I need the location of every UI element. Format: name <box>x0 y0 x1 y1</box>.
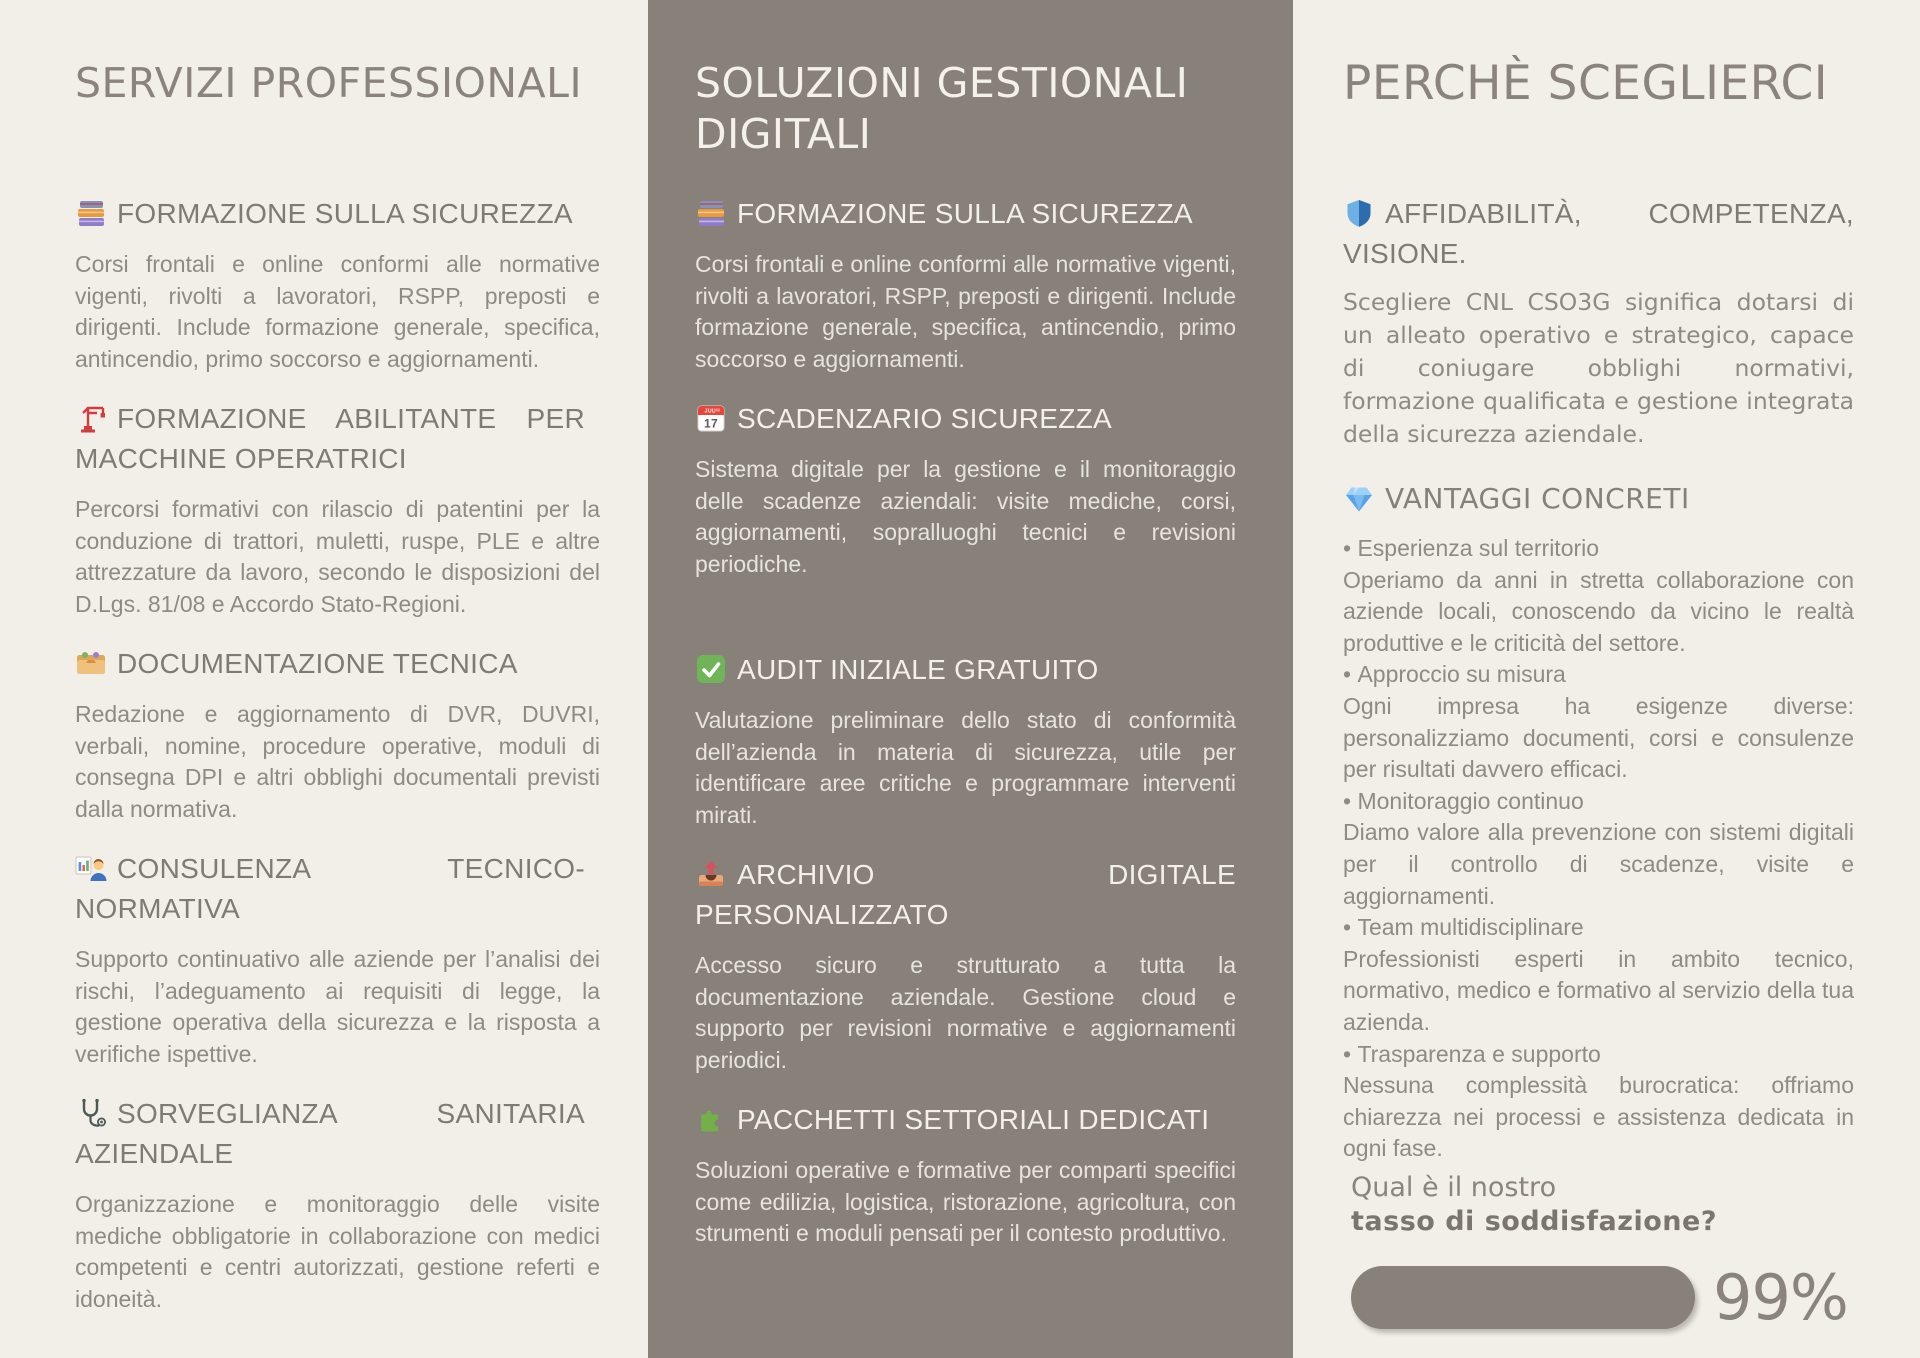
section-body: Valutazione preliminare dello stato di conformità dell’azienda in materia di sicurezza, utile per identificare aree critiche e programmare interventi mirati. <box>695 707 1236 828</box>
section-title: AFFIDABILITÀ, COMPETENZA, VISIONE. <box>1343 198 1854 269</box>
advantage-label: • Approccio su misura <box>1343 659 1854 691</box>
section-pacchetti-settoriali <box>695 1100 1236 1250</box>
section-body: Supporto continuativo alle aziende per l’analisi dei rischi, l’adeguamento ai requisiti di legge, la gestione operativa della sicurezza e la risposta a verifiche ispettive. <box>75 946 600 1067</box>
section-audit <box>695 650 1236 831</box>
section-title: PACCHETTI SETTORIALI DEDICATI <box>737 1104 1210 1135</box>
satisfaction-progress-bar <box>1351 1266 1695 1329</box>
section-documentazione-tecnica <box>75 644 600 825</box>
satisfaction-block <box>1343 1171 1854 1334</box>
satisfaction-row <box>1351 1261 1854 1334</box>
section-body: Soluzioni operative e formative per comparti specifici come edilizia, logistica, ristorazione, agricoltura, con strumenti e moduli pensati per il contesto produttivo. <box>695 1157 1236 1246</box>
outbox-tray-icon <box>695 858 727 890</box>
card-index-icon <box>75 647 107 679</box>
section-consulenza <box>75 849 600 1070</box>
section-body: Accesso sicuro e strutturato a tutta la documentazione aziendale. Gestione cloud e supporto per revisioni normative e aggiornamenti periodici. <box>695 952 1236 1073</box>
check-icon <box>695 653 727 685</box>
section-title: FORMAZIONE ABILITANTE PER MACCHINE OPERATRICI <box>75 403 585 474</box>
section-title: AUDIT INIZIALE GRATUITO <box>737 654 1099 685</box>
section-formazione-abilitante <box>75 399 600 620</box>
section-body: Corsi frontali e online conformi alle normative vigenti, rivolti a lavoratori, RSPP, preposti e dirigenti. Include formazione generale, specifica, antincendio, primo soccorso e aggiornamenti. <box>695 251 1236 372</box>
section-title: FORMAZIONE SULLA SICUREZZA <box>117 198 573 229</box>
section-body: Redazione e aggiornamento di DVR, DUVRI, verbali, nomine, procedure operative, moduli di consegna DPI e altri obblighi documentali previsti dalla normativa. <box>75 701 600 822</box>
section-title: VANTAGGI CONCRETI <box>1385 482 1690 515</box>
section-formazione-sicurezza <box>695 194 1236 375</box>
section-body: Organizzazione e monitoraggio delle visite mediche obbligatorie in collaborazione con medici competenti e centri autorizzati, gestione referti e idoneità. <box>75 1191 600 1312</box>
section-title: FORMAZIONE SULLA SICUREZZA <box>737 198 1193 229</box>
list-item <box>1343 786 1854 912</box>
section-title: ARCHIVIO DIGITALE PERSONALIZZATO <box>695 859 1236 930</box>
shield-icon <box>1343 197 1375 229</box>
advantage-text: Diamo valore alla prevenzione con sistemi digitali per il controllo di scadenze, visite e aggiornamenti. <box>1343 819 1854 909</box>
advantage-label: • Esperienza sul territorio <box>1343 533 1854 565</box>
section-title: SCADENZARIO SICUREZZA <box>737 403 1113 434</box>
books-icon <box>75 197 107 229</box>
advantage-label: • Team multidisciplinare <box>1343 912 1854 944</box>
page-title: SOLUZIONI GESTIONALI DIGITALI <box>695 59 1189 158</box>
satisfaction-question-line2: tasso di soddisfazione? <box>1351 1205 1717 1237</box>
list-item <box>1343 659 1854 785</box>
section-scadenzario <box>695 399 1236 580</box>
panel-perche-sceglierci <box>1293 0 1920 1358</box>
advantage-text: Nessuna complessità burocratica: offriamo chiarezza nei processi e assistenza dedicata in ogni fase. <box>1343 1072 1854 1162</box>
section-title: SORVEGLIANZA SANITARIA AZIENDALE <box>75 1098 585 1169</box>
consultant-icon <box>75 852 107 884</box>
list-item <box>1343 533 1854 659</box>
gem-icon <box>1343 482 1375 514</box>
list-item <box>1343 1039 1854 1165</box>
section-body: Scegliere CNL CSO3G significa dotarsi di un alleato operativo e strategico, capace di coniugare obblighi normativi, formazione qualificata e gestione integrata della sicurezza aziendale. <box>1343 288 1854 448</box>
books-icon <box>695 197 727 229</box>
panel-servizi-professionali <box>0 0 648 1358</box>
satisfaction-value: 99% <box>1713 1260 1848 1334</box>
section-body: Corsi frontali e online conformi alle normative vigenti, rivolti a lavoratori, RSPP, preposti e dirigenti. Include formazione generale, specifica, antincendio, primo soccorso e aggiornamenti. <box>75 251 600 372</box>
puzzle-icon <box>695 1103 727 1135</box>
list-item <box>1343 912 1854 1038</box>
advantage-text: Professionisti esperti in ambito tecnico, normativo, medico e formativo al servizio della tua azienda. <box>1343 945 1854 1035</box>
section-body: Percorsi formativi con rilascio di patentini per la conduzione di trattori, muletti, ruspe, PLE e altre attrezzature da lavoro, secondo le disposizioni del D.Lgs. 81/08 e Accordo Stato-Regioni. <box>75 496 600 617</box>
advantage-text: Ogni impresa ha esigenze diverse: personalizziamo documenti, corsi e consulenze per risultati davvero efficaci. <box>1343 692 1854 783</box>
advantage-text: Operiamo da anni in stretta collaborazione con aziende locali, conoscendo da vicino le realtà produttive e le criticità del settore. <box>1343 566 1854 656</box>
section-sorveglianza-sanitaria <box>75 1094 600 1315</box>
section-title: DOCUMENTAZIONE TECNICA <box>117 648 518 679</box>
satisfaction-question-line1: Qual è il nostro <box>1351 1171 1557 1203</box>
stethoscope-icon <box>75 1097 107 1129</box>
advantages-list <box>1343 533 1854 1165</box>
section-body: Sistema digitale per la gestione e il monitoraggio delle scadenze aziendali: visite mediche, corsi, aggiornamenti, sopralluoghi tecnici e revisioni periodiche. <box>695 456 1236 577</box>
section-affidabilita <box>1343 194 1854 451</box>
section-title: CONSULENZA TECNICO-NORMATIVA <box>75 853 585 924</box>
panel-soluzioni-digitali <box>648 0 1293 1358</box>
advantage-label: • Trasparenza e supporto <box>1343 1039 1854 1071</box>
page-title: PERCHÈ SCEGLIERCI <box>1343 56 1829 111</box>
section-formazione-sicurezza <box>75 194 600 375</box>
calendar-icon <box>695 402 727 434</box>
section-archivio-digitale <box>695 855 1236 1076</box>
section-vantaggi-header <box>1343 479 1854 519</box>
crane-icon <box>75 402 107 434</box>
advantage-label: • Monitoraggio continuo <box>1343 786 1854 818</box>
page-title: SERVIZI PROFESSIONALI <box>75 59 583 107</box>
